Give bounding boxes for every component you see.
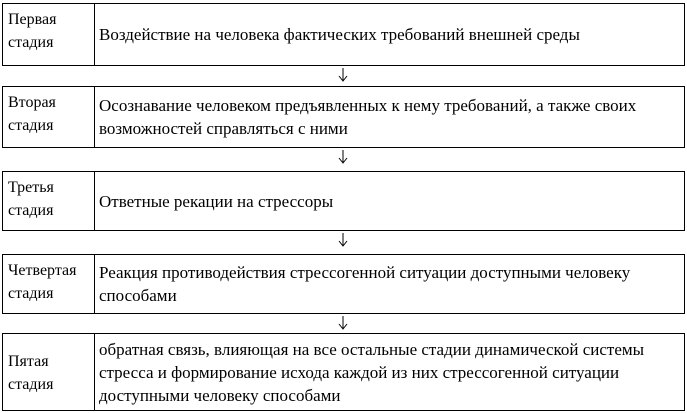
stage-label-3: Третья стадия (3, 172, 95, 230)
stage-row-4 (2, 254, 685, 314)
down-arrow-icon (338, 316, 348, 330)
stage-row-2 (2, 86, 685, 148)
down-arrow-icon (338, 68, 348, 82)
down-arrow-icon (338, 150, 348, 164)
stage-row-3 (2, 171, 685, 231)
stage-row-1 (2, 3, 685, 66)
stage-description-3: Ответные рекации на стрессоры (99, 191, 334, 211)
stage-description-1: Воздействие на человека фактических требований внешней среды (99, 25, 580, 44)
stage-label-4: Четвертая стадия (3, 255, 95, 313)
stage-description-4: Реакция противодействия стрессогенной ситуации доступными человеку способами (99, 263, 631, 305)
stage-label-1: Первая стадия (3, 4, 95, 65)
stage-label-5: Пятая стадия (3, 334, 95, 410)
stage-description-5: обратная связь, влияющая на все остальные стадии динамической системы стресса и формирование исхода каждой из них стрессогенной ситуации доступными человеку способами (99, 339, 645, 405)
stage-description-2: Осознавание человеком предъявленных к нему требований, а также своих возможностей справляться с ними (99, 96, 637, 138)
down-arrow-icon (338, 233, 348, 247)
stage-label-2: Вторая стадия (3, 87, 95, 147)
stage-row-5 (2, 333, 685, 411)
